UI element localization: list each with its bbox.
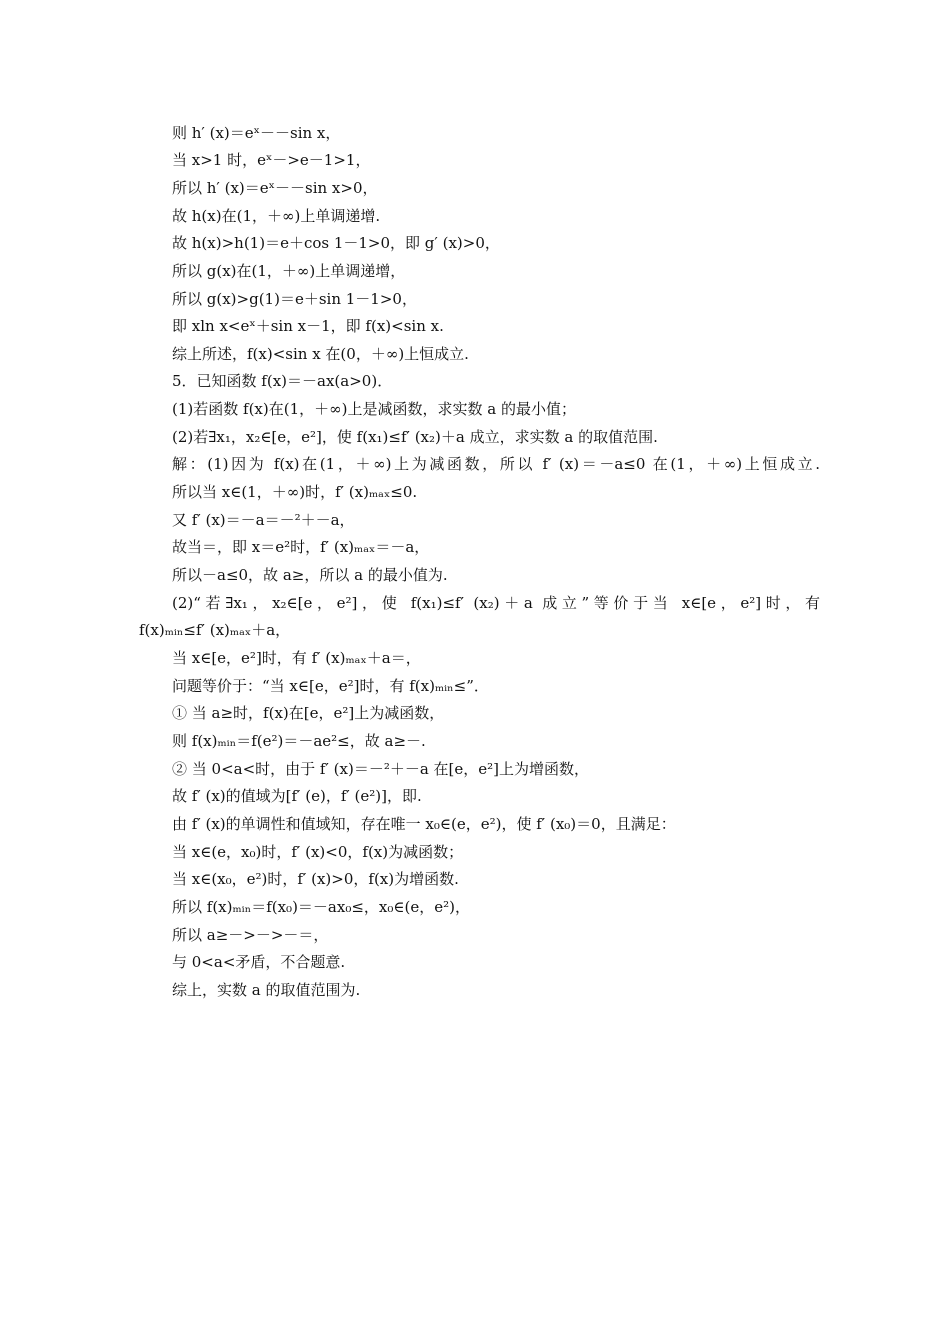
text-line: 即 xln x<eˣ＋sin x－1，即 f(x)<sin x.: [172, 317, 444, 335]
text-line: 故 h(x)在(1，＋∞)上单调递增.: [172, 207, 381, 225]
text-line: 综上，实数 a 的取值范围为.: [172, 981, 361, 999]
text-line: 当 x∈(x₀，e²)时，f′ (x)>0，f(x)为增函数.: [172, 870, 459, 888]
text-line: (1)若函数 f(x)在(1，＋∞)上是减函数，求实数 a 的最小值；: [172, 400, 576, 418]
text-line: 则 h′ (x)＝eˣ－－sin x，: [172, 124, 341, 142]
text-line: 故当＝，即 x＝e²时，f′ (x)ₘₐₓ＝－a，: [172, 538, 430, 556]
text-line: 所以 g(x)>g(1)＝e＋sin 1－1>0，: [172, 290, 417, 308]
text-line: 所以 g(x)在(1，＋∞)上单调递增，: [172, 262, 406, 280]
text-line: 故 f′ (x)的值域为[f′ (e)，f′ (e²)]，即.: [172, 787, 422, 805]
text-line: 所以－a≤0，故 a≥，所以 a 的最小值为.: [172, 566, 448, 584]
text-line: 由 f′ (x)的单调性和值域知，存在唯一 x₀∈(e，e²)，使 f′ (x₀)＝0，且满足：: [172, 815, 676, 833]
text-line: 故 h(x)>h(1)＝e＋cos 1－1>0，即 g′ (x)>0，: [172, 234, 500, 252]
text-line: 所以 a≥－>－>－＝，: [172, 926, 329, 944]
text-line: 问题等价于：“当 x∈[e，e²]时，有 f(x)ₘᵢₙ≤”．: [172, 677, 489, 695]
text-line: ② 当 0<a<时，由于 f′ (x)＝－²＋－a 在[e，e²]上为增函数，: [172, 760, 590, 778]
problem-heading: 5．已知函数 f(x)＝－ax(a>0)．: [172, 372, 393, 390]
text-line: 解：(1)因为 f(x)在(1，＋∞)上为减函数，所以 f′ (x)＝－a≤0 在(1，＋∞)上恒成立.: [172, 455, 820, 473]
text-line: 所以当 x∈(1，＋∞)时，f′ (x)ₘₐₓ≤0.: [172, 483, 418, 501]
text-line: 所以 f(x)ₘᵢₙ＝f(x₀)＝－ax₀≤，x₀∈(e，e²)，: [172, 898, 470, 916]
text-line: 综上所述，f(x)<sin x 在(0，＋∞)上恒成立.: [172, 345, 469, 363]
text-line: ① 当 a≥时，f(x)在[e，e²]上为减函数，: [172, 704, 445, 722]
text-line: 当 x∈(e，x₀)时，f′ (x)<0，f(x)为减函数；: [172, 843, 464, 861]
text-line: 当 x>1 时，eˣ－>e－1>1，: [172, 151, 371, 169]
text-line: (2)若∃x₁，x₂∈[e，e²]，使 f(x₁)≤f′ (x₂)＋a 成立，求实数 a 的取值范围.: [172, 428, 658, 446]
text-line: 又 f′ (x)＝－a＝－²＋－a，: [172, 511, 355, 529]
text-line: 所以 h′ (x)＝eˣ－－sin x>0，: [172, 179, 378, 197]
text-line: f(x)ₘᵢₙ≤f′ (x)ₘₐₓ＋a，: [139, 621, 291, 639]
text-line: (2)“若∃x₁，x₂∈[e，e²]，使 f(x₁)≤f′ (x₂)＋a 成立”等价于当 x∈[e，e²]时，有: [172, 594, 820, 612]
text-line: 与 0<a<矛盾，不合题意.: [172, 953, 346, 971]
text-line: 当 x∈[e，e²]时，有 f′ (x)ₘₐₓ＋a＝，: [172, 649, 421, 667]
text-line: 则 f(x)ₘᵢₙ＝f(e²)＝－ae²≤，故 a≥－.: [172, 732, 426, 750]
